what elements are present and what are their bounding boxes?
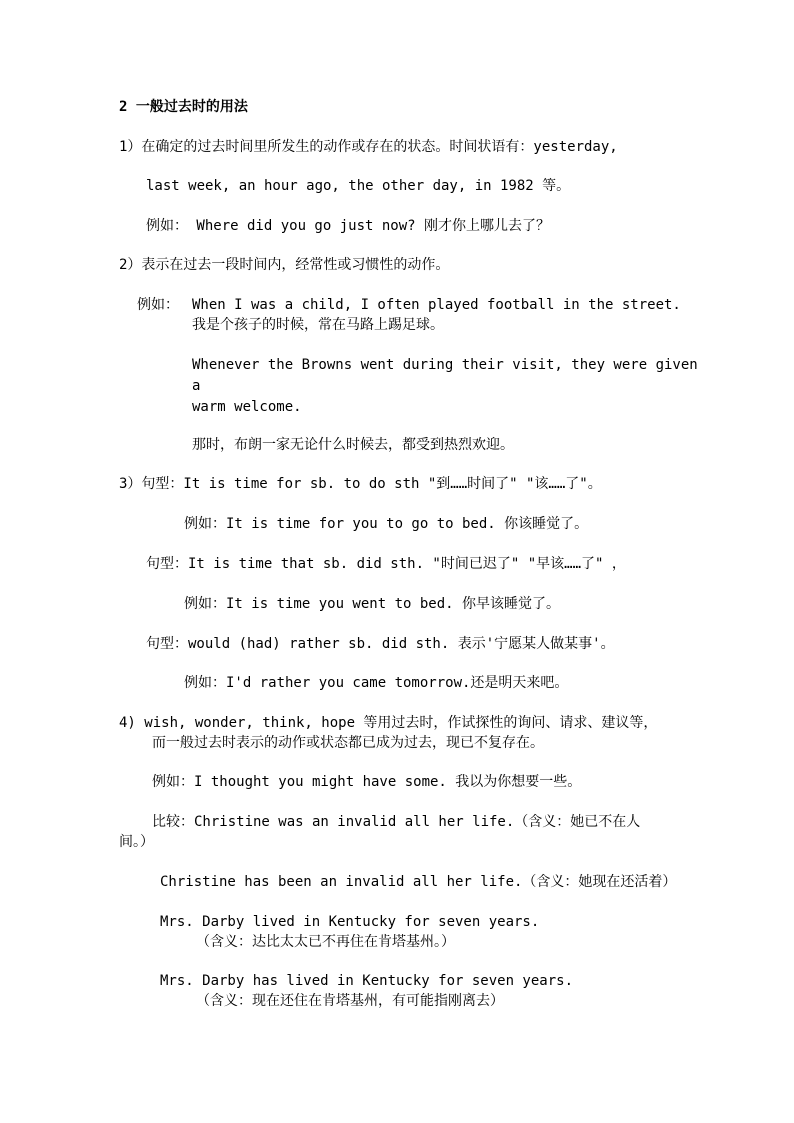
- point-2-line-1: 2）表示在过去一段时间内，经常性或习惯性的动作。: [119, 257, 450, 273]
- point-3-line-1: 3）句型：It is time for sb. to do sth "到……时间了" "该……了"。: [119, 476, 602, 492]
- point-3-example-1: 例如：It is time for you to go to bed. 你该睡觉了。: [184, 516, 589, 532]
- section-title: 2 一般过去时的用法: [119, 99, 248, 115]
- point-3-example-2: 例如：It is time you went to bed. 你早该睡觉了。: [184, 596, 561, 612]
- point-2-example2-en-2: a: [192, 378, 201, 394]
- point-3-example-3: 例如：I'd rather you came tomorrow.还是明天来吧。: [184, 675, 569, 691]
- point-4-compare-4-cn: （含义：现在还住在肯塔基州，有可能指刚离去）: [196, 993, 504, 1009]
- point-4-compare-4-en: Mrs. Darby has lived in Kentucky for seven years.: [160, 973, 574, 989]
- point-2-example-label: 例如：: [137, 297, 179, 313]
- point-4-line-1: 4) wish, wonder, think, hope 等用过去时，作试探性的询问、请求、建议等，: [119, 715, 658, 731]
- point-2-example-en: When I was a child, I often played football in the street.: [192, 297, 681, 313]
- point-4-line-2: 而一般过去时表示的动作或状态都已成为过去，现已不复存在。: [152, 735, 544, 751]
- point-4-compare-1a: 比较：Christine was an invalid all her life.（含义：她已不在人: [152, 814, 641, 830]
- point-2-example2-en-1: Whenever the Browns went during their visit, they were given: [192, 357, 698, 373]
- point-3-pattern-3: 句型：would (had) rather sb. did sth. 表示'宁愿某人做某事'。: [146, 636, 615, 652]
- point-2-example-cn: 我是个孩子的时候，常在马路上踢足球。: [192, 317, 444, 333]
- point-2-example2-cn: 那时，布朗一家无论什么时候去，都受到热烈欢迎。: [192, 437, 514, 453]
- point-1-line-1: 1）在确定的过去时间里所发生的动作或存在的状态。时间状语有：yesterday,: [119, 139, 618, 155]
- point-4-compare-2: Christine has been an invalid all her life.（含义：她现在还活着）: [160, 874, 677, 890]
- point-1-example: 例如： Where did you go just now? 刚才你上哪儿去了？: [146, 218, 551, 234]
- point-4-compare-3-en: Mrs. Darby lived in Kentucky for seven years.: [160, 914, 540, 930]
- point-4-compare-3-cn: （含义：达比太太已不再住在肯塔基州。）: [196, 934, 455, 950]
- point-4-example: 例如：I thought you might have some. 我以为你想要一些。: [152, 774, 582, 790]
- point-2-example2-en-3: warm welcome.: [192, 399, 302, 415]
- point-4-compare-1b: 间。）: [119, 834, 154, 850]
- point-1-line-2: last week, an hour ago, the other day, in 1982 等。: [146, 178, 571, 194]
- point-3-pattern-2: 句型：It is time that sb. did sth. "时间已迟了" "早该……了" ，: [146, 556, 626, 572]
